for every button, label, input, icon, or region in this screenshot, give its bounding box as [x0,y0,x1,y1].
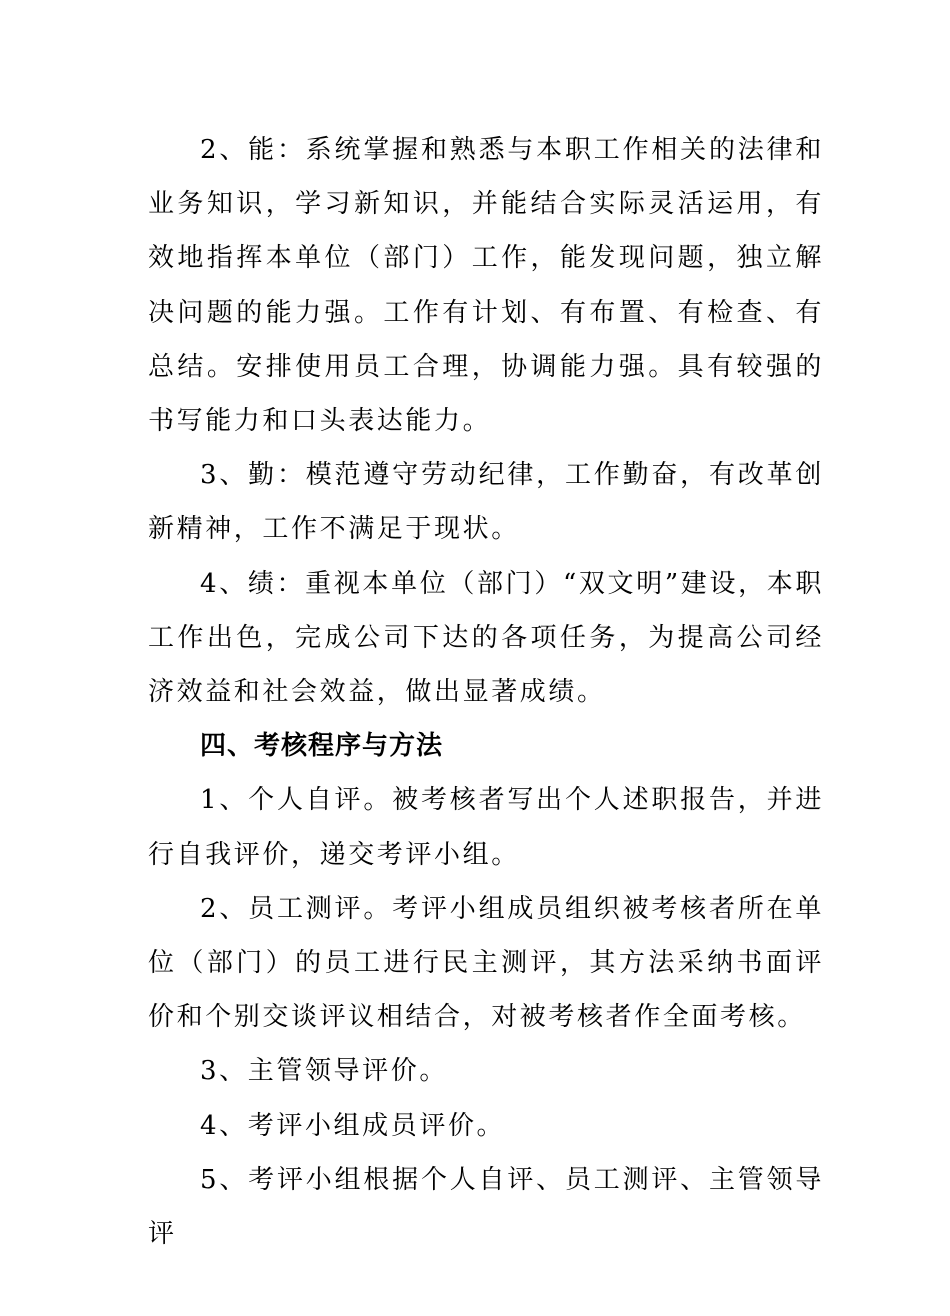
paragraph-summary-evaluation: 5、考评小组根据个人自评、员工测评、主管领导评 [148,1164,824,1250]
document-body [148,123,824,1261]
paragraph-panel-evaluation: 4、考评小组成员评价。 [200,1110,506,1141]
paragraph-diligence: 3、勤：模范遵守劳动纪律，工作勤奋，有改革创新精神，工作不满足于现状。 [148,460,824,545]
paragraph-staff-evaluation: 2、员工测评。考评小组成员组织被考核者所在单位（部门）的员工进行民主测评，其方法采纳书面评价和个别交谈评议相结合，对被考核者作全面考核。 [148,893,824,1033]
paragraph-performance: 4、绩：重视本单位（部门）“双文明”建设，本职工作出色，完成公司下达的各项任务，为提高公司经济效益和社会效益，做出显著成绩。 [148,568,824,708]
paragraph-supervisor-evaluation: 3、主管领导评价。 [200,1056,448,1087]
paragraph-self-evaluation: 1、个人自评。被考核者写出个人述职报告，并进行自我评价，递交考评小组。 [148,785,824,870]
paragraph-ability: 2、能：系统掌握和熟悉与本职工作相关的法律和业务知识，学习新知识，并能结合实际灵活运用，有效地指挥本单位（部门）工作，能发现问题，独立解决问题的能力强。工作有计划、有布置、有检查、有总结。安排使用员工合理，协调能力强。具有较强的书写能力和口头表达能力。 [148,135,824,437]
section-heading: 四、考核程序与方法 [200,731,444,762]
